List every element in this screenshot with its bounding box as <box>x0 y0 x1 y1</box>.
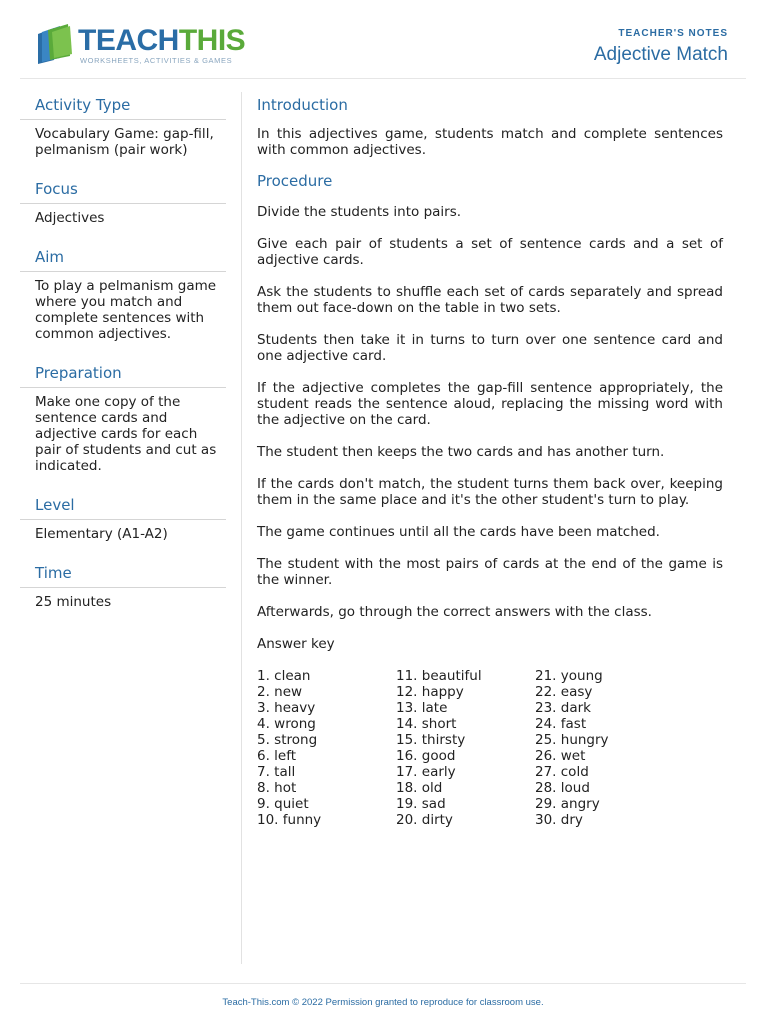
answer-item: 25. hungry <box>535 732 609 748</box>
answer-item: 8. hot <box>257 780 297 796</box>
answer-item: 14. short <box>396 716 457 732</box>
answer-item: 1. clean <box>257 668 311 684</box>
activity-type-heading: Activity Type <box>20 92 226 120</box>
focus-heading: Focus <box>20 176 226 204</box>
answer-item: 23. dark <box>535 700 591 716</box>
answer-item: 17. early <box>396 764 456 780</box>
answer-item: 27. cold <box>535 764 589 780</box>
answer-item: 2. new <box>257 684 303 700</box>
preparation-section <box>20 360 226 474</box>
answer-item: 24. fast <box>535 716 587 732</box>
teach-this-logo[interactable] <box>36 22 246 68</box>
level-heading: Level <box>20 492 226 520</box>
level-text: Elementary (A1-A2) <box>35 526 168 542</box>
answer-item: 22. easy <box>535 684 593 700</box>
focus-text: Adjectives <box>35 210 105 226</box>
aim-section <box>20 244 226 342</box>
header-title-block <box>594 28 728 66</box>
procedure-step: Ask the students to shuffle each set of cards separately and spread them out face-down on the table in two sets. <box>257 284 723 316</box>
preparation-text: Make one copy of the sentence cards and adjective cards for each pair of students and cut as indicated. <box>35 394 217 474</box>
page-footer <box>20 983 746 1008</box>
procedure-step: Give each pair of students a set of sentence cards and a set of adjective cards. <box>257 236 723 268</box>
activity-type-text: Vocabulary Game: gap-fill, pelmanism (pair work) <box>35 126 214 158</box>
procedure-step: Divide the students into pairs. <box>257 204 462 220</box>
time-section <box>20 560 226 610</box>
answer-item: 12. happy <box>396 684 464 700</box>
procedure-step: Students then take it in turns to turn over one sentence card and one adjective card. <box>257 332 723 364</box>
answer-item: 30. dry <box>535 812 583 828</box>
answer-item: 18. old <box>396 780 443 796</box>
copyright-text: Teach-This.com © 2022 Permission granted to reproduce for classroom use. <box>222 997 544 1008</box>
answer-item: 29. angry <box>535 796 600 812</box>
answer-item: 11. beautiful <box>396 668 482 684</box>
answer-key-column <box>257 668 396 828</box>
preparation-heading: Preparation <box>20 360 226 388</box>
book-logo-icon <box>36 24 76 66</box>
answer-item: 15. thirsty <box>396 732 466 748</box>
page-title: Adjective Match <box>593 44 728 65</box>
answer-item: 4. wrong <box>257 716 316 732</box>
focus-section <box>20 176 226 226</box>
column-divider <box>241 92 242 964</box>
activity-type-section <box>20 92 226 158</box>
answer-item: 20. dirty <box>396 812 453 828</box>
logo-teach-text: TEACH <box>78 24 179 57</box>
level-section <box>20 492 226 542</box>
main-content <box>257 92 723 828</box>
aim-text: To play a pelmanism game where you match and complete sentences with common adjectives. <box>35 278 217 342</box>
answer-item: 19. sad <box>396 796 446 812</box>
answer-item: 21. young <box>535 668 603 684</box>
answer-item: 3. heavy <box>257 700 316 716</box>
answer-item: 5. strong <box>257 732 318 748</box>
answer-key-label: Answer key <box>257 636 335 652</box>
answer-item: 6. left <box>257 748 297 764</box>
procedure-step: If the cards don't match, the student turns them back over, keeping them in the same place and it's the other student's turn to play. <box>257 476 723 508</box>
procedure-step: The student with the most pairs of cards at the end of the game is the winner. <box>257 556 723 588</box>
answer-key-column <box>396 668 535 828</box>
procedure-step: The game continues until all the cards have been matched. <box>257 524 660 540</box>
answer-item: 7. tall <box>257 764 296 780</box>
introduction-heading: Introduction <box>257 96 348 114</box>
sidebar <box>20 92 226 628</box>
aim-heading: Aim <box>20 244 226 272</box>
logo-this-text: THIS <box>178 24 246 57</box>
answer-item: 10. funny <box>257 812 322 828</box>
introduction-text: In this adjectives game, students match and complete sentences with common adjectives. <box>257 126 723 158</box>
procedure-step: If the adjective completes the gap-fill sentence appropriately, the student reads the sentence aloud, replacing the missing word with the adjective on the card. <box>257 380 723 428</box>
answer-key <box>257 668 723 828</box>
answer-item: 9. quiet <box>257 796 309 812</box>
teachers-notes-label: TEACHER'S NOTES <box>618 28 728 39</box>
time-text: 25 minutes <box>35 594 112 610</box>
logo-tagline: WORKSHEETS, ACTIVITIES & GAMES <box>80 56 233 65</box>
answer-item: 26. wet <box>535 748 586 764</box>
procedure-step: Afterwards, go through the correct answers with the class. <box>257 604 652 620</box>
page-header <box>20 0 746 79</box>
answer-key-column <box>535 668 674 828</box>
procedure-heading: Procedure <box>257 172 333 190</box>
answer-item: 28. loud <box>535 780 590 796</box>
answer-item: 16. good <box>396 748 456 764</box>
procedure-step: The student then keeps the two cards and has another turn. <box>257 444 665 460</box>
answer-item: 13. late <box>396 700 448 716</box>
time-heading: Time <box>20 560 226 588</box>
